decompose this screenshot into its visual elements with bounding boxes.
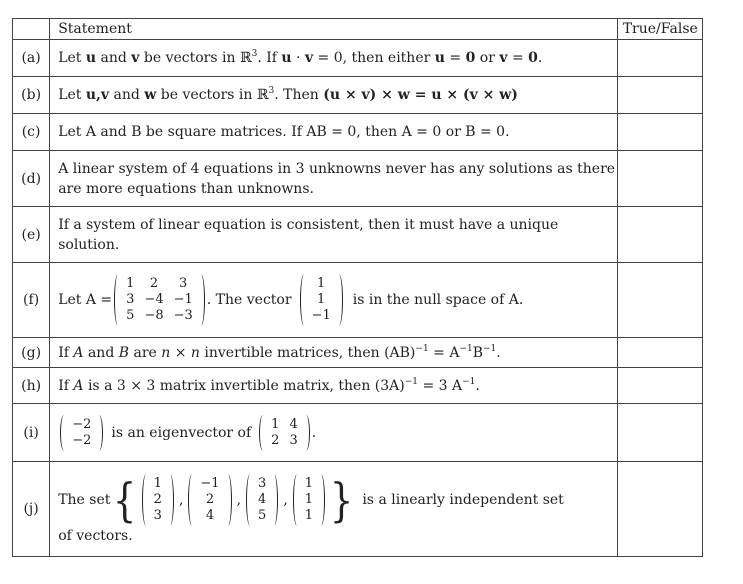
set-vector-entry: 1	[304, 492, 314, 507]
row-label: (d)	[13, 151, 50, 207]
answer-cell-h[interactable]	[618, 368, 703, 404]
row-label: (g)	[13, 338, 50, 368]
table-row-d	[13, 151, 703, 207]
row-label: (f)	[13, 263, 50, 338]
statement-h: If A is a 3 × 3 matrix invertible matrix, then $(3A)^{-1} = 3$ $A^{-1}$.	[50, 368, 618, 404]
left-brace: {	[113, 473, 137, 527]
table-row-a	[13, 40, 703, 77]
set-comma: ,	[236, 492, 242, 508]
answer-cell-d[interactable]	[618, 151, 703, 207]
set-vector-entry: 3	[258, 476, 267, 491]
set-comma: ,	[283, 492, 288, 508]
right-brace: }	[329, 473, 354, 527]
header-statement: Statement	[50, 19, 618, 40]
matrix-a-entry: −3	[173, 308, 193, 323]
row-label: (c)	[13, 114, 50, 151]
statement-j	[50, 462, 618, 557]
table-row-e	[13, 207, 703, 263]
row-label: (h)	[13, 368, 50, 404]
matrix-i-entry: 4	[289, 416, 298, 432]
matrix-a-entry: 1	[126, 276, 135, 291]
set-vector-entry: 2	[153, 492, 162, 507]
statement-c: Let A and B be square matrices. If AB = 0, then A = 0 or B = 0.	[50, 114, 618, 151]
set-vector-entry: 4	[258, 492, 267, 507]
set-vector	[293, 474, 325, 526]
set-vector	[142, 474, 174, 526]
vector-f-entry: 1	[317, 276, 326, 291]
answer-cell-g[interactable]	[618, 338, 703, 368]
table-row-g	[13, 338, 703, 368]
statement-b: Let u,v and w be vectors in ℝ$^3$. Then (u × v) × w = u × (v × w)	[50, 77, 618, 114]
answer-cell-f[interactable]	[618, 263, 703, 338]
vector-f	[300, 274, 343, 326]
row-label: (a)	[13, 40, 50, 77]
true-false-worksheet	[12, 18, 703, 557]
matrix-a-entry: −8	[144, 308, 164, 323]
statement-table	[12, 18, 703, 557]
answer-cell-a[interactable]	[618, 40, 703, 77]
statement-i-mid: is an eigenvector of	[111, 424, 252, 441]
matrix-a-entry: 3	[179, 276, 188, 291]
statement-d: A linear system of 4 equations in 3 unknowns never has any solutions as there are more equations than unknowns.	[50, 151, 618, 207]
answer-cell-i[interactable]	[618, 404, 703, 462]
row-label: (b)	[13, 77, 50, 114]
header-label-cell	[13, 19, 50, 40]
vector-set	[140, 474, 327, 526]
set-vector-entry: −1	[200, 476, 220, 491]
statement-f-prefix: Let A =	[58, 292, 113, 308]
vector-i-entry: −2	[72, 432, 92, 448]
matrix-i-entry: 3	[289, 432, 298, 448]
row-label: (i)	[13, 404, 50, 462]
table-row-b	[13, 77, 703, 114]
set-vector	[188, 474, 231, 526]
vector-f-entry: −1	[311, 308, 331, 323]
statement-j-tail: of vectors.	[58, 528, 133, 544]
matrix-a	[114, 274, 205, 326]
table-row-h	[13, 368, 703, 404]
statement-f	[50, 263, 618, 338]
statement-i	[50, 404, 618, 462]
row-label: (j)	[13, 462, 50, 557]
statement-j-prefix: The set	[58, 492, 111, 508]
row-label: (e)	[13, 207, 50, 263]
answer-cell-e[interactable]	[618, 207, 703, 263]
set-vector-entry: 1	[304, 508, 314, 523]
table-row-j	[13, 462, 703, 557]
header-row	[13, 19, 703, 40]
set-comma: ,	[178, 492, 184, 508]
set-vector-entry: 3	[153, 508, 162, 523]
matrix-i-entry: 2	[271, 432, 280, 448]
matrix-a-entry: −4	[144, 292, 164, 307]
matrix-a-entry: 5	[126, 308, 135, 323]
statement-e: If a system of linear equation is consistent, then it must have a unique solution.	[50, 207, 618, 263]
set-vector	[246, 474, 278, 526]
set-vector-entry: 1	[304, 476, 314, 491]
statement-a: Let u and v be vectors in ℝ$^3$. If u · v = 0, then either u = 0 or v = 0.	[50, 40, 618, 77]
statement-j-suffix: is a linearly independent set	[362, 492, 564, 508]
matrix-a-entry: 2	[149, 276, 159, 291]
set-vector-entry: 5	[258, 508, 267, 523]
table-row-i	[13, 404, 703, 462]
vector-i-entry: −2	[72, 416, 92, 432]
statement-g: If A and B are n × n invertible matrices, then $(AB)^{-1} = A^{-1}B^{-1}$.	[50, 338, 618, 368]
statement-i-suffix: .	[311, 424, 317, 441]
matrix-a-entry: −1	[173, 292, 193, 307]
table-row-c	[13, 114, 703, 151]
matrix-i	[259, 415, 310, 451]
matrix-i-entry: 1	[271, 416, 280, 432]
matrix-a-entry: 3	[126, 292, 135, 307]
set-vector-entry: 2	[205, 492, 215, 507]
header-true-false: True/False	[618, 19, 703, 40]
vector-i	[60, 415, 103, 451]
vector-f-entry: 1	[317, 292, 326, 307]
table-row-f	[13, 263, 703, 338]
statement-f-mid: . The vector	[206, 292, 292, 308]
answer-cell-b[interactable]	[618, 77, 703, 114]
answer-cell-j[interactable]	[618, 462, 703, 557]
answer-cell-c[interactable]	[618, 114, 703, 151]
set-vector-entry: 4	[205, 508, 215, 523]
statement-f-suffix: is in the null space of A.	[352, 292, 524, 308]
set-vector-entry: 1	[153, 476, 162, 491]
